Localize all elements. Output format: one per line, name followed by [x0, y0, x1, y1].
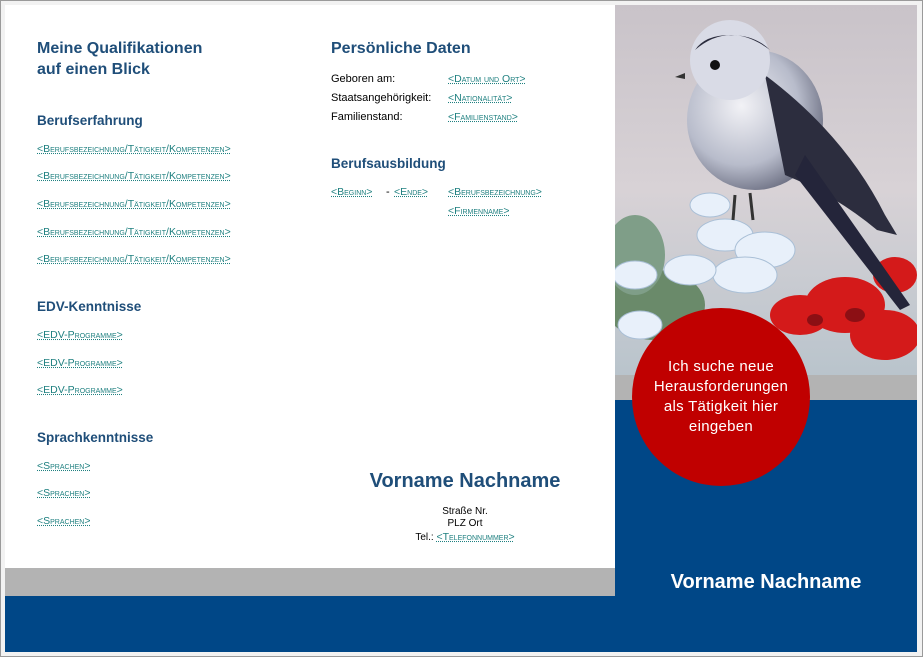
ausbildung-beruf[interactable]: <Berufsbezeichnung> [448, 186, 542, 198]
ausbildung-heading: Berufsausbildung [331, 156, 446, 171]
city-text: PLZ Ort [447, 518, 483, 529]
personal-data-title: Persönliche Daten [331, 40, 471, 57]
berufserfahrung-item[interactable]: <Berufsbezeichnung/Tätigkeit/Kompetenzen> [37, 226, 231, 238]
berufserfahrung-item[interactable]: <Berufsbezeichnung/Tätigkeit/Kompetenzen> [37, 198, 231, 210]
birth-label: Geboren am: [331, 73, 396, 85]
edv-item[interactable]: <EDV-Programme> [37, 329, 123, 341]
cover-panel [615, 5, 917, 596]
grey-footer-band [5, 568, 615, 596]
blue-footer-band [5, 596, 917, 652]
qualifications-title-line1: Meine Qualifikationen [37, 40, 203, 57]
phone-line [335, 531, 595, 543]
berufserfahrung-heading: Berufserfahrung [37, 113, 143, 128]
sprachen-heading: Sprachkenntnisse [37, 430, 154, 445]
nationality-label: Staatsangehörigkeit: [331, 92, 432, 104]
sprachen-item[interactable]: <Sprachen> [37, 460, 91, 472]
flyer-page [5, 5, 917, 652]
ausbildung-ende[interactable]: <Ende> [394, 186, 429, 198]
job-goal-text[interactable]: Ich suche neue Herausforderungen als Tätigkeit hier eingeben [653, 358, 789, 435]
phone-value[interactable]: <Telefonnummer> [436, 531, 515, 543]
berufserfahrung-item[interactable]: <Berufsbezeichnung/Tätigkeit/Kompetenzen> [37, 253, 231, 265]
edv-item[interactable]: <EDV-Programme> [37, 357, 123, 369]
phone-label: Tel.: [415, 532, 434, 543]
sprachen-item[interactable]: <Sprachen> [37, 515, 91, 527]
cover-name: Vorname Nachname [670, 571, 862, 593]
nationality-value[interactable]: <Nationalität> [448, 92, 513, 104]
berufserfahrung-item[interactable]: <Berufsbezeichnung/Tätigkeit/Kompetenzen> [37, 143, 231, 155]
marital-status-value[interactable]: <Familienstand> [448, 111, 518, 123]
ausbildung-beginn[interactable]: <Beginn> [331, 186, 373, 198]
job-goal-circle [632, 308, 810, 486]
ausbildung-dash: - [386, 186, 390, 198]
street-text: Straße Nr. [442, 506, 488, 517]
qualifications-title-line2: auf einen Blick [37, 61, 150, 78]
birth-value[interactable]: <Datum und Ort> [448, 73, 526, 85]
qualifications-title [37, 38, 202, 80]
sprachen-item[interactable]: <Sprachen> [37, 487, 91, 499]
ausbildung-firma[interactable]: <Firmenname> [448, 205, 510, 217]
berufserfahrung-item[interactable]: <Berufsbezeichnung/Tätigkeit/Kompetenzen> [37, 170, 231, 182]
edv-heading: EDV-Kenntnisse [37, 299, 142, 314]
edv-item[interactable]: <EDV-Programme> [37, 384, 123, 396]
marital-status-label: Familienstand: [331, 111, 403, 123]
applicant-name: Vorname Nachname [369, 470, 561, 492]
